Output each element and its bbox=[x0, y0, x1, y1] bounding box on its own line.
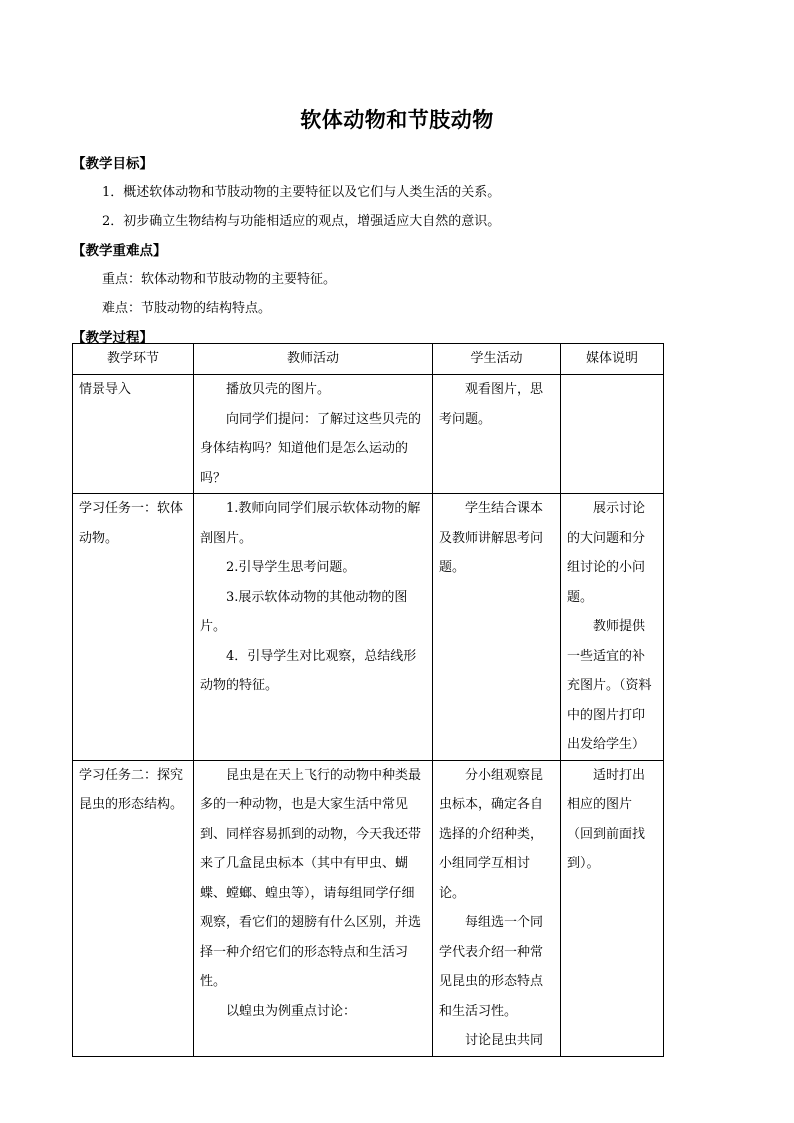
column-header-media: 媒体说明 bbox=[561, 344, 664, 375]
teacher-text: 1.教师向同学们展示软体动物的解剖图片。 bbox=[200, 501, 421, 546]
column-header-stage: 教学环节 bbox=[73, 344, 194, 375]
stage-cell bbox=[73, 494, 194, 761]
student-cell bbox=[433, 375, 561, 494]
key-points-heading: 【教学重难点】 bbox=[72, 243, 167, 259]
process-heading: 【教学过程】 bbox=[72, 330, 153, 346]
teacher-text: 4．引导学生对比观察，总结线形动物的特征。 bbox=[200, 648, 417, 693]
media-cell bbox=[561, 375, 664, 494]
teacher-cell bbox=[194, 494, 433, 761]
stage-text: 学习任务一：软体动物。 bbox=[79, 501, 184, 546]
media-text: 展示讨论的大问题和分组讨论的小问题。 bbox=[567, 501, 646, 605]
objective-item-2: 2．初步确立生物结构与功能相适应的观点，增强适应大自然的意识。 bbox=[102, 214, 501, 229]
key-point-focus: 重点：软体动物和节肢动物的主要特征。 bbox=[102, 272, 337, 287]
media-text: 教师提供一些适宜的补充图片。（资料中的图片打印出发给学生） bbox=[567, 619, 652, 752]
stage-text: 学习任务二：探究昆虫的形态结构。 bbox=[79, 767, 184, 812]
column-header-teacher: 教师活动 bbox=[194, 344, 433, 375]
student-text: 观看图片，思考问题。 bbox=[439, 382, 544, 427]
objectives-heading: 【教学目标】 bbox=[72, 156, 153, 172]
key-point-difficulty: 难点：节肢动物的结构特点。 bbox=[102, 301, 272, 316]
teacher-text: 播放贝壳的图片。 bbox=[226, 382, 331, 397]
stage-text: 情景导入 bbox=[79, 382, 132, 397]
objective-item-1: 1．概述软体动物和节肢动物的主要特征以及它们与人类生活的关系。 bbox=[102, 185, 501, 200]
student-cell bbox=[433, 494, 561, 761]
stage-cell bbox=[73, 375, 194, 494]
student-text: 每组选一个同学代表介绍一种常见昆虫的形态特点和生活习性。 bbox=[439, 915, 544, 1019]
media-cell bbox=[561, 494, 664, 761]
teaching-process-table bbox=[72, 343, 664, 1057]
student-text: 学生结合课本及教师讲解思考问题。 bbox=[439, 501, 544, 575]
column-header-student: 学生活动 bbox=[433, 344, 561, 375]
teacher-cell bbox=[194, 760, 433, 1056]
table-row bbox=[73, 375, 664, 494]
teacher-cell bbox=[194, 375, 433, 494]
table-row bbox=[73, 494, 664, 761]
media-cell bbox=[561, 760, 664, 1056]
stage-cell bbox=[73, 760, 194, 1056]
document-title: 软体动物和节肢动物 bbox=[300, 107, 494, 132]
teacher-text: 向同学们提问：了解过这些贝壳的身体结构吗？知道他们是怎么运动的吗？ bbox=[200, 411, 422, 486]
teacher-text: 3.展示软体动物的其他动物的图片。 bbox=[200, 589, 408, 634]
student-text: 讨论昆虫共同 bbox=[465, 1033, 544, 1048]
table-header-row bbox=[73, 344, 664, 375]
student-cell bbox=[433, 760, 561, 1056]
student-text: 分小组观察昆虫标本，确定各自选择的介绍种类，小组同学互相讨论。 bbox=[439, 767, 544, 901]
teacher-text: 2.引导学生思考问题。 bbox=[226, 560, 356, 575]
media-text: 适时打出相应的图片（回到前面找到）。 bbox=[567, 767, 646, 871]
table-row bbox=[73, 760, 664, 1056]
teacher-text: 以蝗虫为例重点讨论： bbox=[226, 1003, 357, 1019]
teacher-text: 昆虫是在天上飞行的动物中种类最多的一种动物，也是大家生活中常见到、同样容易抓到的动物，今天我还带来了几盒昆虫标本（其中有甲虫、蝴蝶、螳螂、蝗虫等），请每组同学仔细观察，看它们的翅膀有什么区别，并选择一种介绍它们的形态特点和生活习性。 bbox=[200, 767, 422, 989]
